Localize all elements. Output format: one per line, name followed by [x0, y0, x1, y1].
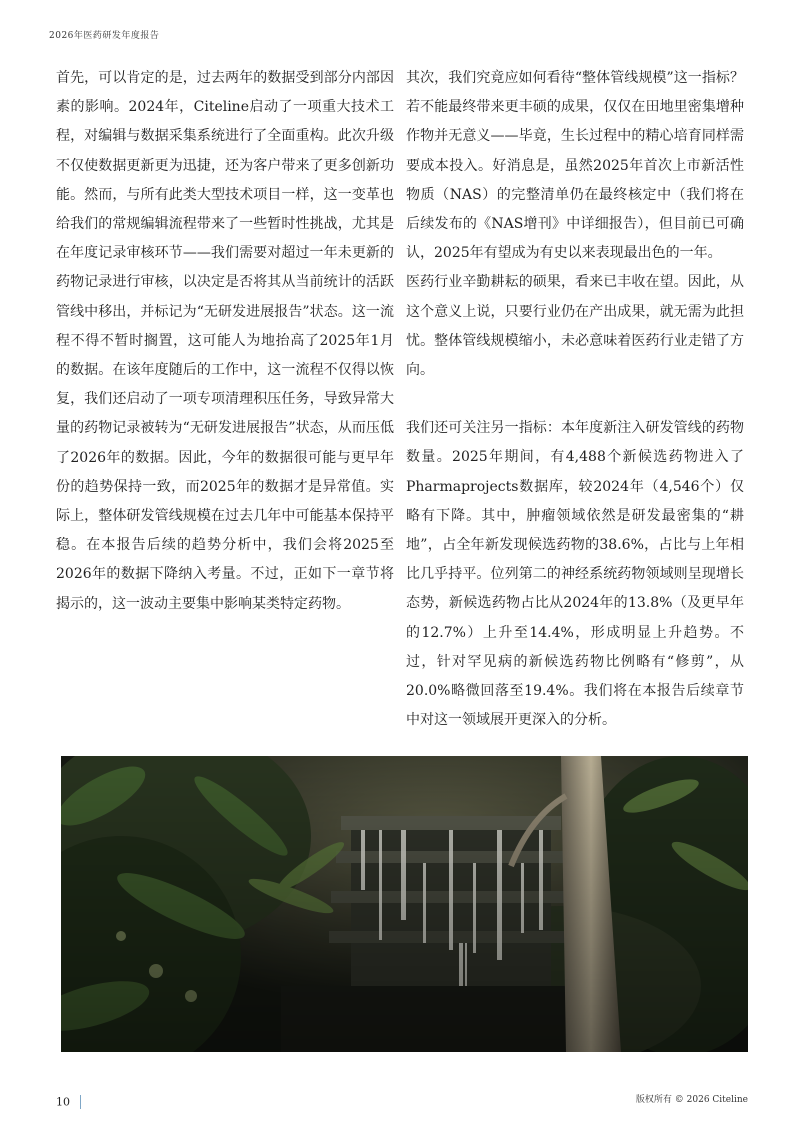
paragraph-spacer [406, 385, 744, 414]
footer-page-number [56, 1095, 81, 1109]
right-column [406, 64, 744, 735]
left-column [56, 64, 394, 619]
page-number: 10 [56, 1095, 70, 1109]
waterfall-garden-photo [61, 756, 748, 1052]
footer-copyright: 版权所有 © 2026 Citeline [635, 1095, 748, 1105]
body-paragraph: 我们还可关注另一指标：本年度新注入研发管线的药物数量。2025年期间，有4,488个新候选药物进入了Pharmaprojects数据库，较2024年（4,546个）仅略有下降。其中，肿瘤领域依然是研发最密集的“耕地”，占全年新发现候选药物的38.6%，占比与上年相比几乎持平。位列第二的神经系统药物领域则呈现增长态势，新候选药物占比从2024年的13.8%（及更早年的12.7%）上升至14.4%，形成明显上升趋势。不过，针对罕见病的新候选药物比例略有“修剪”，从20.0%略微回落至19.4%。我们将在本报告后续章节中对这一领域展开更深入的分析。 [406, 420, 744, 729]
body-paragraph: 医药行业辛勤耕耘的硕果，看来已丰收在望。因此，从这个意义上说，只要行业仍在产出成果，就无需为此担忧。整体管线规模缩小，未必意味着医药行业走错了方向。 [406, 274, 744, 379]
body-paragraph: 首先，可以肯定的是，过去两年的数据受到部分内部因素的影响。2024年，Citeline启动了一项重大技术工程，对编辑与数据采集系统进行了全面重构。此次升级不仅使数据更新更为迅捷，还为客户带来了更多创新功能。然而，与所有此类大型技术项目一样，这一变革也给我们的常规编辑流程带来了一些暂时性挑战，尤其是在年度记录审核环节——我们需要对超过一年未更新的药物记录进行审核，以决定是否将其从当前统计的活跃管线中移出，并标记为“无研发进展报告”状态。这一流程不得不暂时搁置，这可能人为地抬高了2025年1月的数据。在该年度随后的工作中，这一流程不仅得以恢复，我们还启动了一项专项清理积压任务，导致异常大量的药物记录被转为“无研发进展报告”状态，从而压低了2026年的数据。因此，今年的数据很可能与更早年份的趋势保持一致，而2025年的数据才是异常值。实际上，整体研发管线规模在过去几年中可能基本保持平稳。在本报告后续的趋势分析中，我们会将2025至2026年的数据下降纳入考量。不过，正如下一章节将揭示的，这一波动主要集中影响某类特定药物。 [56, 70, 394, 612]
body-paragraph: 其次，我们究竟应如何看待“整体管线规模”这一指标？若不能最终带来更丰硕的成果，仅仅在田地里密集增种作物并无意义——毕竟，生长过程中的精心培育同样需要成本投入。好消息是，虽然2025年首次上市新活性物质（NAS）的完整清单仍在最终核定中（我们将在后续发布的《NAS增刊》中详细报告），但目前已可确认，2025年有望成为有史以来表现最出色的一年。 [406, 70, 744, 262]
running-header: 2026年医药研发年度报告 [49, 31, 160, 41]
footer-divider [80, 1095, 81, 1109]
